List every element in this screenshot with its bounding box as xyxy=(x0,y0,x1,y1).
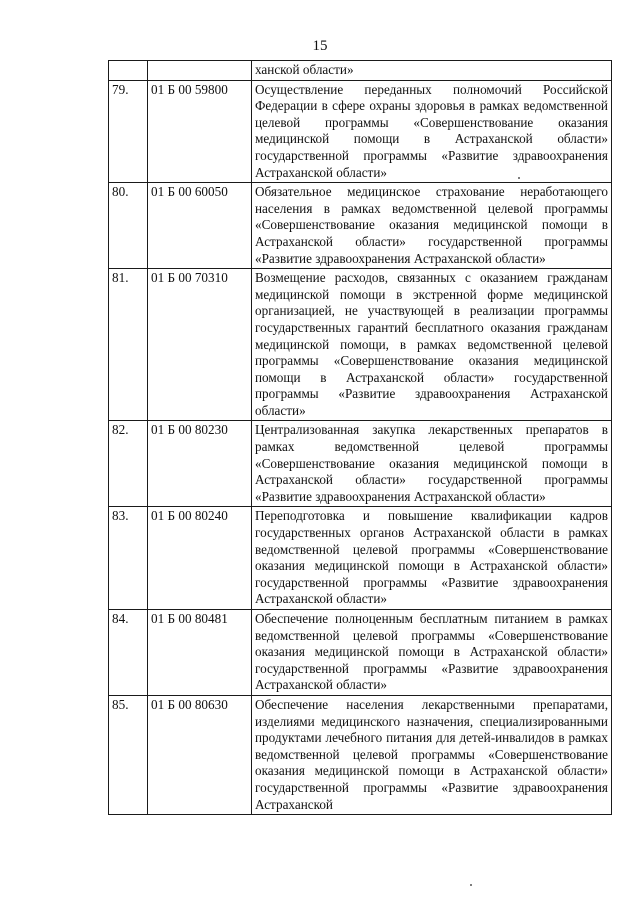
row-description: Осуществление переданных полномочий Российской Федерации в сфере охраны здоровья в рамках ведомственной целевой программы «Совершенствование оказания медицинской помощи в Астраханской области» государственной программы «Развитие здравоохранения Астраханской области» xyxy=(252,80,612,183)
row-code: 01 Б 00 80230 xyxy=(148,421,252,507)
row-code: 01 Б 00 59800 xyxy=(148,80,252,183)
row-description: Обеспечение полноценным бесплатным питанием в рамках ведомственной целевой программы «Совершенствование оказания медицинской помощи в Астраханской области» государственной программы «Развитие здравоохранения Астраханской области» xyxy=(252,610,612,696)
row-code: 01 Б 00 80630 xyxy=(148,695,252,814)
row-number: 83. xyxy=(109,507,148,610)
table-row xyxy=(109,421,612,507)
row-number: 85. xyxy=(109,695,148,814)
scan-speck xyxy=(518,177,520,179)
row-number: 80. xyxy=(109,183,148,269)
row-description: ханской области» xyxy=(252,61,612,81)
budget-table xyxy=(108,60,612,815)
row-code: 01 Б 00 60050 xyxy=(148,183,252,269)
row-code: 01 Б 00 80240 xyxy=(148,507,252,610)
table-row xyxy=(109,610,612,696)
row-description: Переподготовка и повышение квалификации кадров государственных органов Астраханской области в рамках ведомственной целевой программы «Совершенствование оказания медицинской помощи в Астраханской области» государственной программы «Развитие здравоохранения Астраханской области» xyxy=(252,507,612,610)
row-number xyxy=(109,61,148,81)
table-row xyxy=(109,507,612,610)
row-number: 79. xyxy=(109,80,148,183)
row-code: 01 Б 00 80481 xyxy=(148,610,252,696)
row-description: Обязательное медицинское страхование неработающего населения в рамках ведомственной целевой программы «Совершенствование оказания медицинской помощи в Астраханской области» государственной программы «Развитие здравоохранения Астраханской области» xyxy=(252,183,612,269)
table-row xyxy=(109,695,612,814)
row-number: 82. xyxy=(109,421,148,507)
row-description: Возмещение расходов, связанных с оказанием гражданам медицинской помощи в экстренной форме медицинской организацией, не участвующей в реализации программы государственных гарантий бесплатного оказания гражданам медицинской помощи, в рамках ведомственной целевой программы «Совершенствование оказания медицинской помощи в Астраханской области» государственной программы «Развитие здравоохранения Астраханской области» xyxy=(252,269,612,421)
row-code xyxy=(148,61,252,81)
table-row xyxy=(109,269,612,421)
row-description: Централизованная закупка лекарственных препаратов в рамках ведомственной целевой программы «Совершенствование оказания медицинской помощи в Астраханской области» государственной программы «Развитие здравоохранения Астраханской области» xyxy=(252,421,612,507)
table-row xyxy=(109,80,612,183)
row-number: 81. xyxy=(109,269,148,421)
scan-speck xyxy=(470,884,472,886)
table-row xyxy=(109,61,612,81)
page-number: 15 xyxy=(312,38,328,54)
row-number: 84. xyxy=(109,610,148,696)
row-code: 01 Б 00 70310 xyxy=(148,269,252,421)
row-description: Обеспечение населения лекарственными препаратами, изделиями медицинского назначения, специализированными продуктами лечебного питания для детей-инвалидов в рамках ведомственной целевой программы «Совершенствование оказания медицинской помощи в Астраханской области» государственной программы «Развитие здравоохранения Астраханской xyxy=(252,695,612,814)
table-row xyxy=(109,183,612,269)
